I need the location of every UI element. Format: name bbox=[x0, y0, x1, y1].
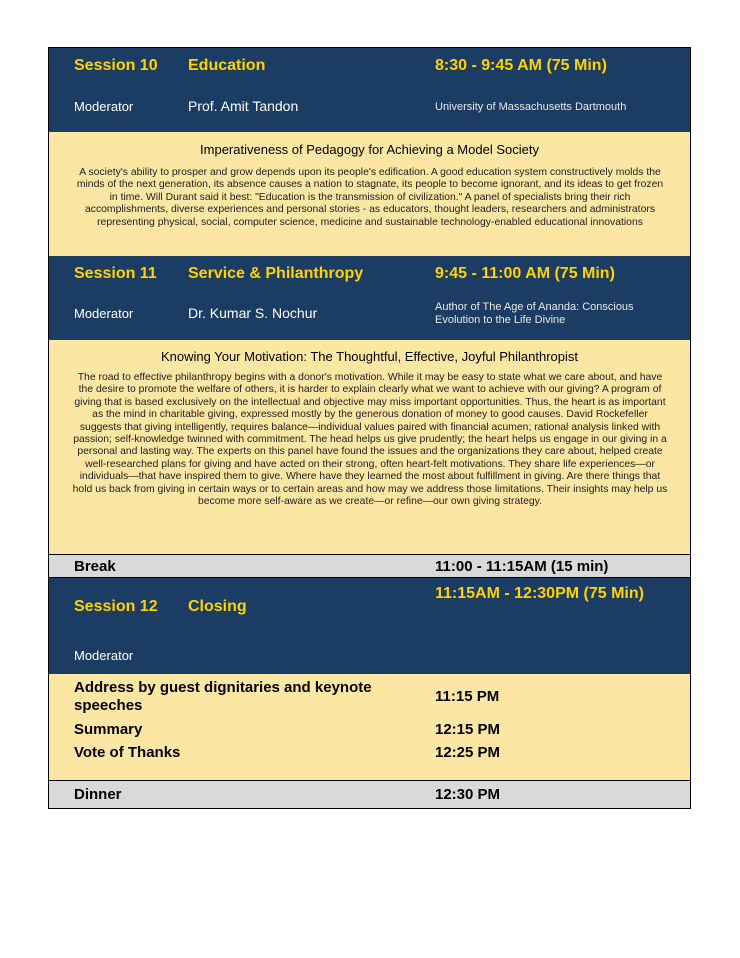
agenda-item-label: Address by guest dignitaries and keynote speeches bbox=[74, 679, 372, 714]
session-12-header bbox=[49, 578, 690, 674]
moderator-label: Moderator bbox=[74, 306, 134, 321]
session-11-description bbox=[49, 340, 690, 554]
agenda-item-time: 12:15 PM bbox=[435, 721, 501, 738]
agenda-item-time: 12:25 PM bbox=[435, 744, 501, 761]
dinner-row bbox=[49, 780, 690, 808]
talk-abstract: A society's ability to prosper and grow depends upon its people's edification. A good education system constructively molds the minds of the next generation, its absence causes a nation to stagnate, its people to become ignorant, and its ideas to get frozen in time. Will Durant said it best: "Education is the transmission of civilization." A panel of specialists bring their rich accomplishments, diverse experiences and personal stories - as educators, thought leaders, researchers and administrators representing physical, social, computer science, medicine and sustainable technology-enabled educational innovations bbox=[76, 167, 664, 228]
agenda-item-time: 11:15 PM bbox=[435, 688, 500, 705]
dinner-time: 12:30 PM bbox=[435, 786, 501, 803]
session-label: Session 11 bbox=[74, 265, 157, 282]
moderator-name: Dr. Kumar S. Nochur bbox=[188, 305, 318, 321]
session-title: Service & Philanthropy bbox=[188, 265, 364, 282]
break-row bbox=[49, 554, 690, 578]
moderator-affiliation: University of Massachusetts Dartmouth bbox=[435, 101, 627, 113]
agenda-item-label: Summary bbox=[74, 721, 143, 738]
talk-title: Knowing Your Motivation: The Thoughtful, Effective, Joyful Philanthropist bbox=[161, 349, 578, 364]
session-time: 8:30 - 9:45 AM (75 Min) bbox=[435, 57, 607, 74]
moderator-affiliation: Author of The Age of Ananda: Conscious Evolution to the Life Divine bbox=[435, 301, 634, 326]
closing-agenda bbox=[49, 674, 690, 780]
session-label: Session 10 bbox=[74, 57, 158, 74]
moderator-label: Moderator bbox=[74, 99, 134, 114]
program-schedule bbox=[48, 47, 691, 809]
session-10-header bbox=[49, 48, 690, 132]
break-time: 11:00 - 11:15AM (15 min) bbox=[435, 558, 609, 575]
session-title: Closing bbox=[188, 598, 247, 615]
session-time: 9:45 - 11:00 AM (75 Min) bbox=[435, 265, 615, 282]
session-time: 11:15AM - 12:30PM (75 Min) bbox=[435, 585, 644, 602]
talk-title: Imperativeness of Pedagogy for Achieving a Model Society bbox=[200, 142, 539, 157]
agenda-item-label: Vote of Thanks bbox=[74, 744, 181, 761]
talk-abstract: The road to effective philanthropy begins with a donor's motivation. While it may be easy to state what we care about, and have the desire to promote the welfare of others, it is harder to explain clearly what we want to achieve with our giving? A program of giving that is based exclusively on the intellectual and objective may miss important opportunities. Thus, the heart is as important as the mind in charitable giving, expressed mostly by the generous donation of money to good causes. David Rockefeller suggests that giving intelligently, requires balance—individual values paired with financial acumen; rational analysis linked with passion; self-knowledge twinned with commitment. The head helps us give prudently; the heart helps us engage in our giving in a personal and lasting way. The experts on this panel have found the issues and the organizations they care about, helped create well-researched plans for giving and have acted on their strong, often heart-felt motivations. They share life experiences—or individuals—that have inspired them to give. Where have they learned the most about fulfillment in giving. Are there things that hold us back from giving in certain ways or to certain areas and how may we address those limitations. Their insights may help us become more self-aware as we create—or refine—our own giving strategy. bbox=[72, 372, 668, 508]
moderator-label: Moderator bbox=[74, 648, 134, 663]
session-label: Session 12 bbox=[74, 598, 158, 615]
session-11-header bbox=[49, 256, 690, 340]
session-10-description bbox=[49, 132, 690, 256]
session-title: Education bbox=[188, 57, 266, 74]
dinner-label: Dinner bbox=[74, 786, 122, 803]
break-label: Break bbox=[74, 558, 116, 575]
moderator-name: Prof. Amit Tandon bbox=[188, 98, 299, 114]
